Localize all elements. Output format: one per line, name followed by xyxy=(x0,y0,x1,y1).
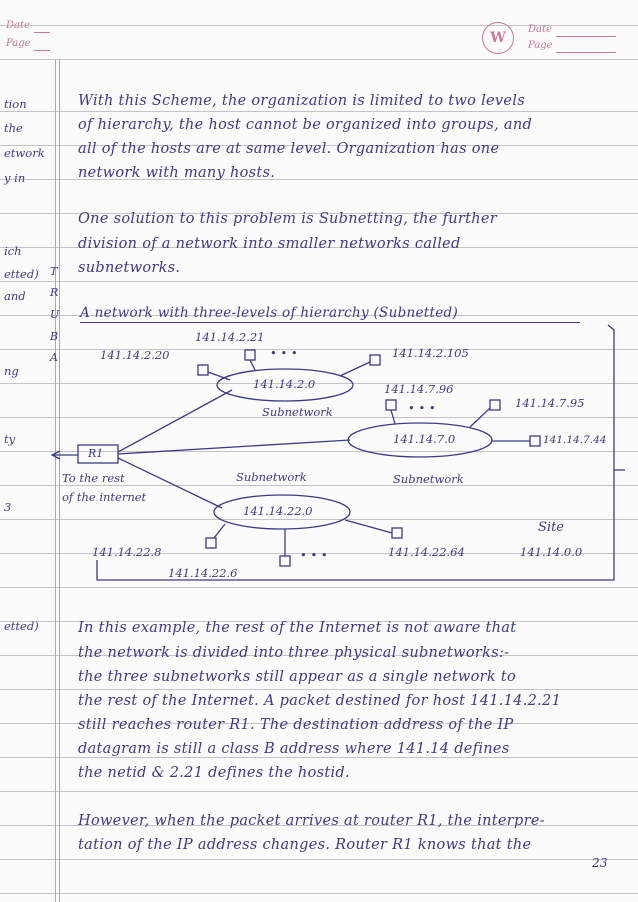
margin-fragment: tion xyxy=(4,97,27,111)
host-address-label: 141.14.7.95 xyxy=(515,396,585,410)
host-address-label: 141.14.7.44 xyxy=(543,434,607,446)
header-page-left: Page xyxy=(6,38,31,49)
paragraph-3-line: still reaches router R1. The destination address of the IP xyxy=(78,717,514,733)
host-address-label: 141.14.22.8 xyxy=(92,545,162,559)
side-letter: T xyxy=(50,265,58,278)
paragraph-1-line: network with many hosts. xyxy=(78,165,276,181)
margin-fragment: ng xyxy=(4,364,19,378)
host-link xyxy=(214,524,225,538)
dots: • • • xyxy=(408,401,436,415)
paragraph-3-line: the three subnetworks still appear as a single network to xyxy=(78,669,517,685)
paragraph-4-line: However, when the packet arrives at router R1, the interpre- xyxy=(78,813,545,829)
paragraph-3-line: the netid & 2.21 defines the hostid. xyxy=(78,765,350,781)
side-letter: R xyxy=(50,286,59,299)
site-address-label: 141.14.0.0 xyxy=(520,545,583,559)
paragraph-3-line: the network is divided into three physical subnetworks:- xyxy=(78,645,510,661)
host-address-label: 141.14.2.105 xyxy=(392,346,469,360)
page-number: 23 xyxy=(592,856,608,870)
paragraph-1-line: all of the hosts are at same level. Organization has one xyxy=(78,141,500,157)
paragraph-3-line: the rest of the Internet. A packet destined for host 141.14.2.21 xyxy=(78,693,562,709)
subnet-word-label: Subnetwork xyxy=(262,405,333,419)
subnet-address-label: 141.14.2.0 xyxy=(253,377,316,391)
subnet-address-label: 141.14.22.0 xyxy=(243,504,313,518)
side-letter: B xyxy=(50,330,59,343)
paragraph-1-line: With this Scheme, the organization is limited to two levels xyxy=(78,93,525,109)
side-letter: A xyxy=(50,351,58,364)
dots: • • • xyxy=(270,346,298,360)
host-address-label: 141.14.2.21 xyxy=(195,330,265,344)
paragraph-2-line: subnetworks. xyxy=(78,260,181,276)
link-r1-subnet-2 xyxy=(118,390,232,452)
host-link xyxy=(208,372,230,380)
host-address-label: 141.14.22.6 xyxy=(168,566,238,580)
subnet-word-label: Subnetwork xyxy=(236,470,307,484)
rest-of-internet-label: To the rest xyxy=(62,471,125,485)
host-address-label: 141.14.22.64 xyxy=(388,545,465,559)
host-box xyxy=(530,436,540,446)
link-r1-subnet-7 xyxy=(118,440,350,454)
host-address-label: 141.14.2.20 xyxy=(100,348,170,362)
host-link xyxy=(345,520,392,533)
paragraph-2-line: One solution to this problem is Subnetting, the further xyxy=(78,211,497,227)
margin-fragment: 3 xyxy=(4,500,12,514)
header-date-right: Date xyxy=(528,24,552,35)
host-link xyxy=(340,362,370,376)
margin-fragment: ich xyxy=(4,244,22,258)
host-box xyxy=(198,365,208,375)
margin-fragment: etwork xyxy=(4,146,45,160)
margin-fragment: and xyxy=(4,289,26,303)
host-link xyxy=(470,408,490,427)
host-link xyxy=(391,410,395,424)
margin-fragment: the xyxy=(4,121,23,135)
paragraph-3-line: In this example, the rest of the Internet is not aware that xyxy=(78,620,517,636)
host-address-label: 141.14.7.96 xyxy=(384,382,454,396)
paragraph-4-line: tation of the IP address changes. Router R1 knows that the xyxy=(78,837,532,853)
paragraph-2-line: division of a network into smaller networks called xyxy=(78,236,461,252)
site-boundary xyxy=(97,325,614,580)
header-page-right: Page xyxy=(528,40,553,51)
subnet-word-label: Subnetwork xyxy=(393,472,464,486)
side-letter: U xyxy=(50,308,60,321)
subnet-address-label: 141.14.7.0 xyxy=(393,432,456,446)
host-box xyxy=(245,350,255,360)
margin-fragment: ty xyxy=(4,432,16,446)
paragraph-1-line: of hierarchy, the host cannot be organized into groups, and xyxy=(78,117,533,133)
paragraph-3-line: datagram is still a class B address where 141.14 defines xyxy=(78,741,510,757)
margin-fragment: etted) xyxy=(4,267,39,281)
host-box xyxy=(206,538,216,548)
header-date-left: Date xyxy=(6,20,30,31)
site-label: Site xyxy=(538,520,564,535)
margin-fragment: etted) xyxy=(4,619,39,633)
host-box xyxy=(490,400,500,410)
margin-fragment: y in xyxy=(4,171,26,185)
host-box xyxy=(370,355,380,365)
host-box xyxy=(280,556,290,566)
diagram-title: A network with three-levels of hierarchy (Subnetted) xyxy=(80,305,459,321)
host-box xyxy=(386,400,396,410)
router-label: R1 xyxy=(88,447,104,460)
dots: • • • xyxy=(300,548,328,562)
brand-logo-letter: W xyxy=(490,30,506,46)
host-link xyxy=(250,360,255,370)
rest-of-internet-label: of the internet xyxy=(62,490,147,504)
host-box xyxy=(392,528,402,538)
